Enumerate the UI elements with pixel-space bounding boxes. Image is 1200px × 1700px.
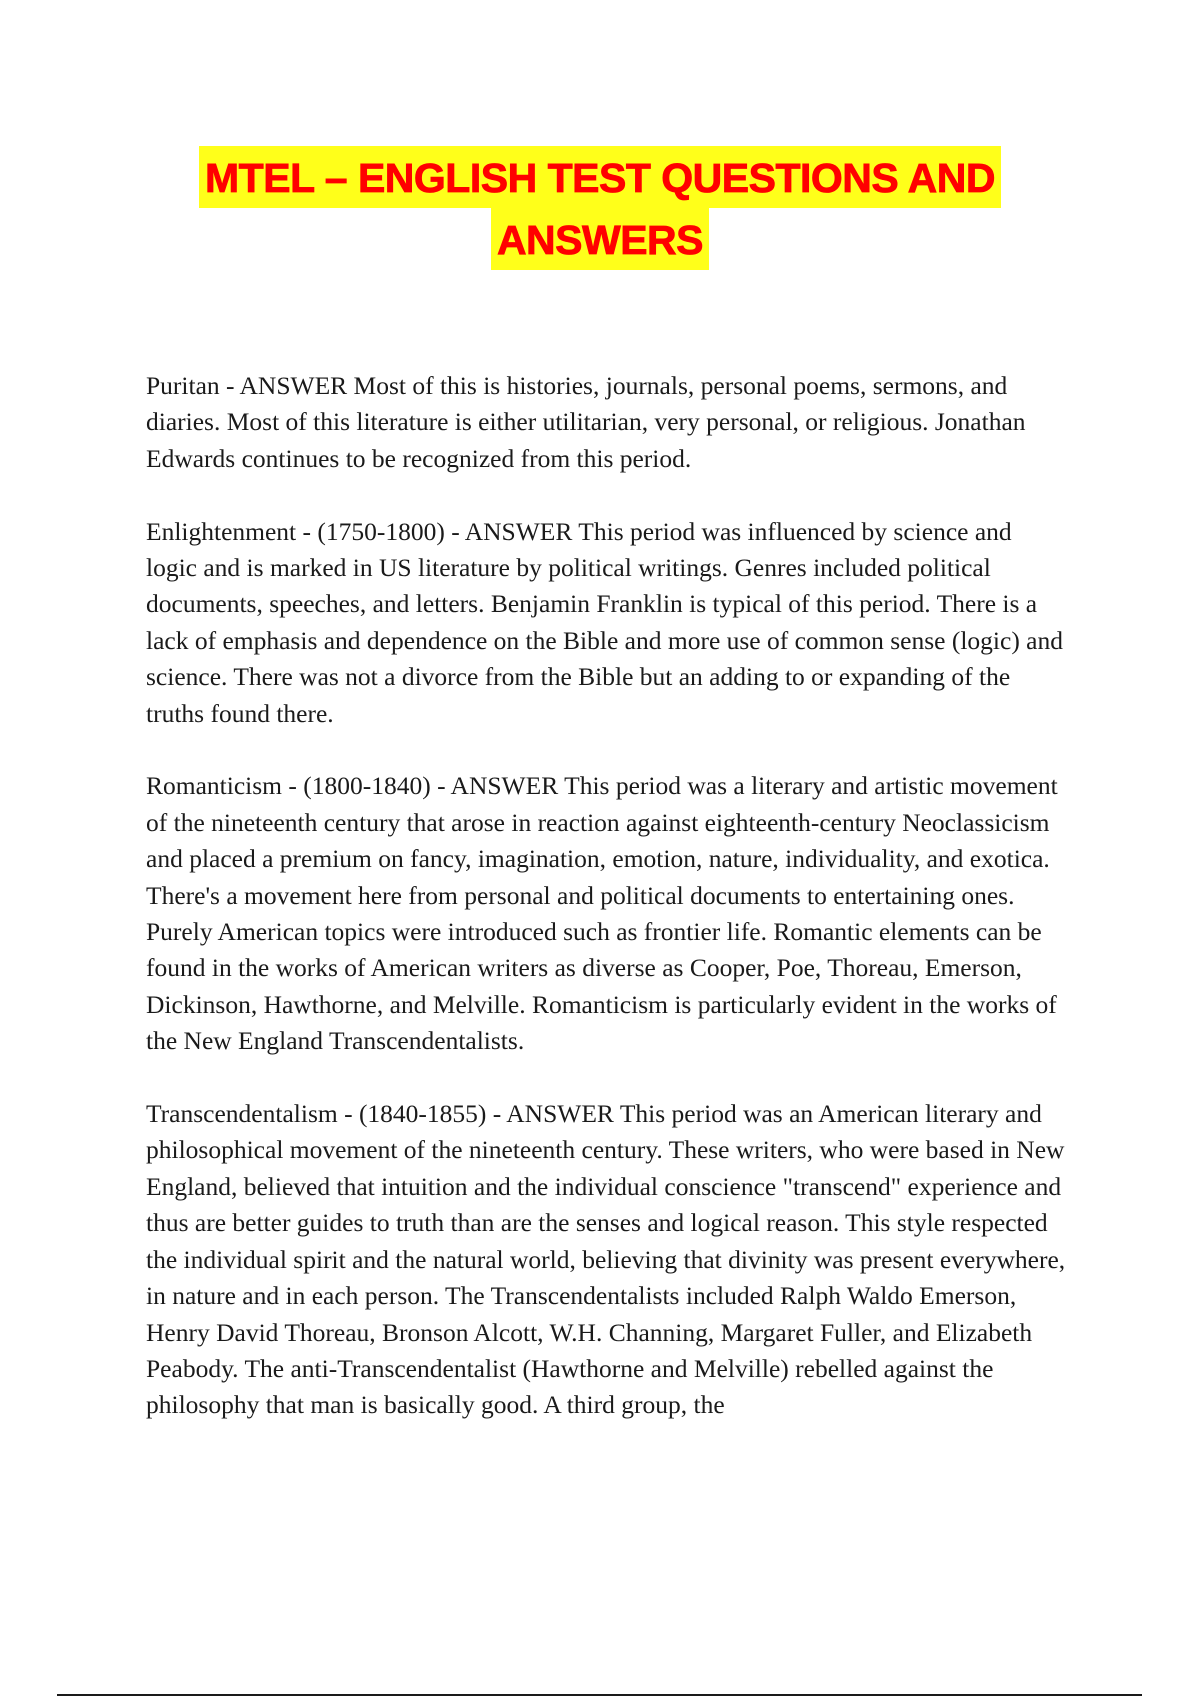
entry-text: This period was an American literary and philosophical movement of the nineteenth century. These writers, who were based in New England, believed that intuition and the individual conscience "transcend" experience and thus are better guides to truth than are the senses and logical reason. This style respected the individual spirit and the natural world, believing that divinity was present everywhere, in nature and in each person. The Transcendentalists included Ralph Waldo Emerson, Henry David Thoreau, Bronson Alcott, W.H. Channing, Margaret Fuller, and Elizabeth Peabody. The anti-Transcendentalist (Hawthorne and Melville) rebelled against the philosophy that man is basically good. A third group, the — [146, 1099, 1066, 1420]
answer-label: ANSWER — [464, 516, 579, 546]
document-title — [0, 146, 1200, 270]
entry-transcendentalism — [146, 1096, 1066, 1424]
entry-text: Most of this is histories, journals, personal poems, sermons, and diaries. Most of this literature is either utilitarian, very personal, or religious. Jonathan Edwards continues to be recognized from this period. — [146, 371, 1026, 473]
footer-rule — [57, 1694, 1142, 1696]
entry-term: Enlightenment - (1750-1800) - — [146, 516, 465, 546]
title-line-1: MTEL – ENGLISH TEST QUESTIONS AND — [199, 146, 1001, 208]
answer-label: ANSWER — [450, 771, 565, 801]
title-line-2: ANSWERS — [491, 208, 709, 270]
entry-term: Transcendentalism - (1840-1855) - — [146, 1099, 507, 1129]
entry-puritan — [146, 368, 1066, 477]
answer-label: ANSWER — [239, 371, 354, 400]
entry-term: Puritan - — [146, 371, 240, 400]
document-body — [146, 368, 1066, 1460]
entry-text: This period was influenced by science and logic and is marked in US literature by political writings. Genres included political documents, speeches, and letters. Benjamin Franklin is typical of this period. There is a lack of emphasis and dependence on the Bible and more use of common sense (logic) and science. There was not a divorce from the Bible but an adding to or expanding of the truths found there. — [146, 516, 1064, 728]
entry-enlightenment — [146, 514, 1066, 732]
entry-text: This period was a literary and artistic movement of the nineteenth century that arose in reaction against eighteenth-century Neoclassicism and placed a premium on fancy, imagination, emotion, nature, individuality, and exotica. There's a movement here from personal and political documents to entertaining ones. Purely American topics were introduced such as frontier life. Romantic elements can be found in the works of American writers as diverse as Cooper, Poe, Thoreau, Emerson, Dickinson, Hawthorne, and Melville. Romanticism is particularly evident in the works of the New England Transcendentalists. — [146, 771, 1058, 1056]
entry-term: Romanticism - (1800-1840) - — [146, 771, 451, 801]
answer-label: ANSWER — [506, 1099, 620, 1129]
entry-romanticism — [146, 768, 1066, 1059]
